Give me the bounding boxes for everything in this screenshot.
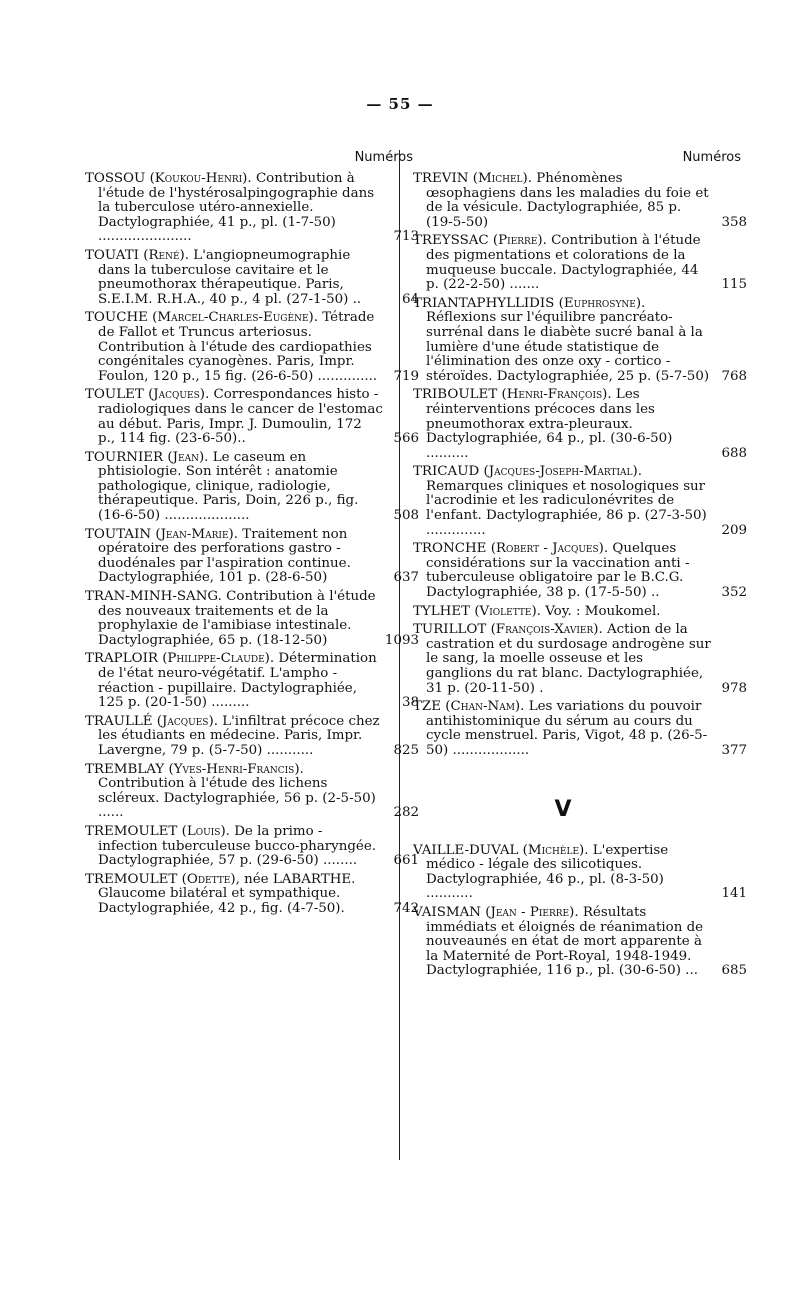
list-item [413,605,713,620]
entry-author: TOUTAIN [85,526,152,542]
list-item [85,387,419,447]
entry-names: (Michèle). [522,842,589,858]
entry-number: 282 [393,805,419,821]
entry-number: 352 [721,585,747,601]
list-item [85,823,419,869]
list-item [413,233,747,293]
column-header: Numéros [682,150,741,165]
entry-text: Remarques cliniques et nosologiques sur l'acrodinie et les radiculonévrites de l'enfant. Dactylographiée, 86 p. (27-3-50) .............. [426,478,707,538]
entry-author: TREYSSAC [413,233,489,249]
entry-number: 719 [393,368,419,384]
list-item [85,761,419,821]
list-item [413,699,747,758]
entry-text: Le caseum en phtisiologie. Son intérêt : anatomie pathologique, clinique, radiologie, thérapeutique. Paris, Doin, 226 p., fig. (16-6-50) .................... [98,449,359,524]
entry-names: (Jacques-Joseph-Martial). [483,464,642,480]
entry-names: (Louis). [181,823,230,839]
entry-author: TRONCHE [413,541,487,557]
list-item [413,387,747,461]
entry-author: TOUATI [85,247,139,263]
entry-text: Action de la castration et du surdosage androgène sur le sang, la moelle osseuse et les ganglions du rat blanc. Dactylographiée, 31 p. (20-11-50) . [426,622,711,696]
entry-text: Traitement non opératoire des perforations gastro - duodénales par l'aspiration continue. Dactylographiée, 101 p. (28-6-50) [98,526,351,586]
entry-text: Réflexions sur l'équilibre pancréato-surrénal dans le diabète sucré banal à la lumière d'une étude statistique de l'élimination des onze oxy - cortico - stéroïdes. Dactylographiée, 25 p. (5-7-50) [426,310,710,384]
list-item [85,713,419,759]
entry-number: 115 [721,277,747,293]
entry-text: Contribution à l'étude des lichens scléreux. Dactylographiée, 56 p. (2-5-50) ...... [98,776,376,821]
entry-text: Contribution à l'étude de l'hystérosalpingographie dans la tuberculose utéro-annexielle. Dactylographiée, 41 p., pl. (1-7-50) ...................... [98,171,375,245]
entry-names: (Philippe-Claude). [162,651,275,667]
entry-number: 978 [721,680,747,696]
entry-names: (Violette). [474,603,541,619]
entry-number: 508 [393,508,419,524]
entry-number: 38 [401,695,419,711]
entry-names: (Jean - Pierre). [485,904,579,920]
entry-number: 377 [721,742,747,758]
list-item [85,310,419,384]
entry-names: (Jacques). [148,387,210,403]
list-item [413,295,747,385]
entry-text: Phénomènes œsophagiens dans les maladies du foie et de la vésicule. Dactylographiée, 85 p. (19-5-50) [426,171,709,230]
entry-names: (Pierre). [492,233,547,249]
left-column [85,150,419,921]
entry-text: Les variations du pouvoir antihistominique du sérum au cours du cycle menstruel. Paris, Vigot, 48 p. (26-5-50) .................. [426,699,708,758]
entry-names: (Henri-François). [501,387,612,403]
entry-author: TRAPLOIR [85,651,158,667]
entry-names: (Odette), [181,871,240,887]
entry-text: Les réinterventions précoces dans les pneumothorax extra-pleuraux. Dactylographiée, 64 p., pl. (30-6-50) .......... [426,387,673,461]
entry-names: (Marcel-Charles-Eugène). [152,310,318,326]
entry-text: née LABARTHE. Glaucome bilatéral et sympathique. Dactylographiée, 42 p., fig. (4-7-50). [98,871,356,916]
entry-author: VAILLE-DUVAL [413,842,519,858]
entry-author: TREMBLAY [85,761,165,777]
entry-author: TREVIN [413,171,469,186]
entry-text: Détermination de l'état neuro-végétatif. L'ampho - réaction - pupillaire. Dactylographiée, 125 p. (20-1-50) ......... [98,651,377,711]
list-item [85,526,419,586]
entry-text: L'angiopneumographie dans la tuberculose cavitaire et le pneumothorax thérapeutique. Paris, S.E.I.M. R.H.A., 40 p., 4 pl. (27-1-50) .. [98,247,362,307]
entry-names: (Michel). [472,171,532,186]
list-item [85,171,419,245]
entry-author: TURILLOT [413,622,487,638]
entry-text: Quelques considérations sur la vaccination anti - tuberculeuse obligatoire par le B.C.G. Dactylographiée, 38 p. (17-5-50) .. [426,541,690,601]
entry-author: VAISMAN [413,904,481,920]
entry-author: TRICAUD [413,464,480,480]
list-item [85,651,419,711]
entry-number: 825 [393,742,419,758]
entry-author: TOURNIER [85,449,164,465]
entry-text: Tétrade de Fallot et Truncus arteriosus. Contribution à l'étude des cardiopathies congénitales cyanogènes. Paris, Impr. Foulon, 120 p., 15 fig. (26-6-50) .............. [98,310,378,384]
entry-names: (Jacques). [156,713,218,729]
entry-author: TREMOULET [85,871,178,887]
entry-names: (Jean). [167,449,209,465]
entry-number: 209 [721,522,747,538]
entry-text: De la primo - infection tuberculeuse bucco-pharyngée. Dactylographiée, 57 p. (29-6-50) ........ [98,823,377,869]
list-item [413,842,747,902]
entry-number: 768 [721,368,747,384]
entry-text: Résultats immédiats et éloignés de réanimation de nouveaunés en état de mort apparente à la Maternité de Port-Royal, 1948-1949. Dactylographiée, 116 p., pl. (30-6-50) ... [426,904,704,979]
entry-number: 637 [393,570,419,586]
entry-names: (Koukou-Henri). [149,171,252,186]
entry-author: TZE [413,699,442,715]
entry-number: 661 [393,853,419,869]
entry-number: 685 [721,963,747,979]
entry-names: (François-Xavier). [490,622,603,638]
entry-text: L'expertise médico - légale des silicotiques. Dactylographiée, 46 p., pl. (8-3-50) ........... [426,842,669,902]
entry-author: TRAN-MINH-SANG. [85,589,222,605]
list-item [85,449,419,524]
entry-text: Voy. : Moukomel. [545,603,661,619]
entry-text: Correspondances histo - radiologiques dans le cancer de l'estomac au début. Paris, Impr. J. Dumoulin, 172 p., 114 fig. (23-6-50).. [98,387,383,447]
entry-names: (Euphrosyne). [558,295,646,311]
entry-number: 141 [721,886,747,902]
entry-number: 742 [393,900,419,916]
entry-number: 566 [393,431,419,447]
list-item [85,871,419,917]
entry-author: TRAULLÉ [85,713,153,729]
entry-number: 688 [721,445,747,461]
entry-text: Contribution à l'étude des pigmentations et colorations de la muqueuse buccale. Dactylographiée, 44 p. (22-2-50) ....... [426,233,701,293]
list-item [85,247,419,307]
entry-number: 1093 [384,632,419,648]
entry-author: TRIBOULET [413,387,498,403]
entry-author: TYLHET [413,603,471,619]
list-item [413,622,747,696]
entry-author: TOSSOU [85,171,146,186]
entry-names: (Jean-Marie). [155,526,238,542]
entry-names: (René). [143,247,190,263]
list-item [413,464,747,538]
entry-author: TOULET [85,387,144,403]
entry-list [413,171,747,759]
entry-number: 358 [721,214,747,230]
entry-number: 64 [401,291,419,307]
entry-text: Contribution à l'étude des nouveaux traitements et de la prophylaxie de l'amibiase intestinale. Dactylographiée, 65 p. (18-12-50) [98,589,376,648]
column-header: Numéros [354,150,413,165]
entry-author: TOUCHE [85,310,148,326]
entry-list [85,171,419,917]
list-item [85,589,419,648]
entry-author: TRIANTAPHYLLIDIS [413,295,555,311]
entry-number: 713 [393,229,419,245]
entry-names: (Robert - Jacques). [490,541,609,557]
column-divider [399,150,400,1160]
entry-text: L'infiltrat précoce chez les étudiants en médecine. Paris, Impr. Lavergne, 79 p. (5-7-50) ........... [98,713,380,758]
entry-author: TREMOULET [85,823,178,839]
list-item [413,171,747,230]
entry-names: (Chan-Nam). [445,699,525,715]
list-item [413,541,747,601]
right-column [413,150,747,983]
page-number: — 55 — [366,95,434,113]
section-letter: V [554,796,572,822]
entry-names: (Yves-Henri-Francis). [168,761,304,777]
list-item [413,904,747,979]
entry-list [413,842,747,979]
